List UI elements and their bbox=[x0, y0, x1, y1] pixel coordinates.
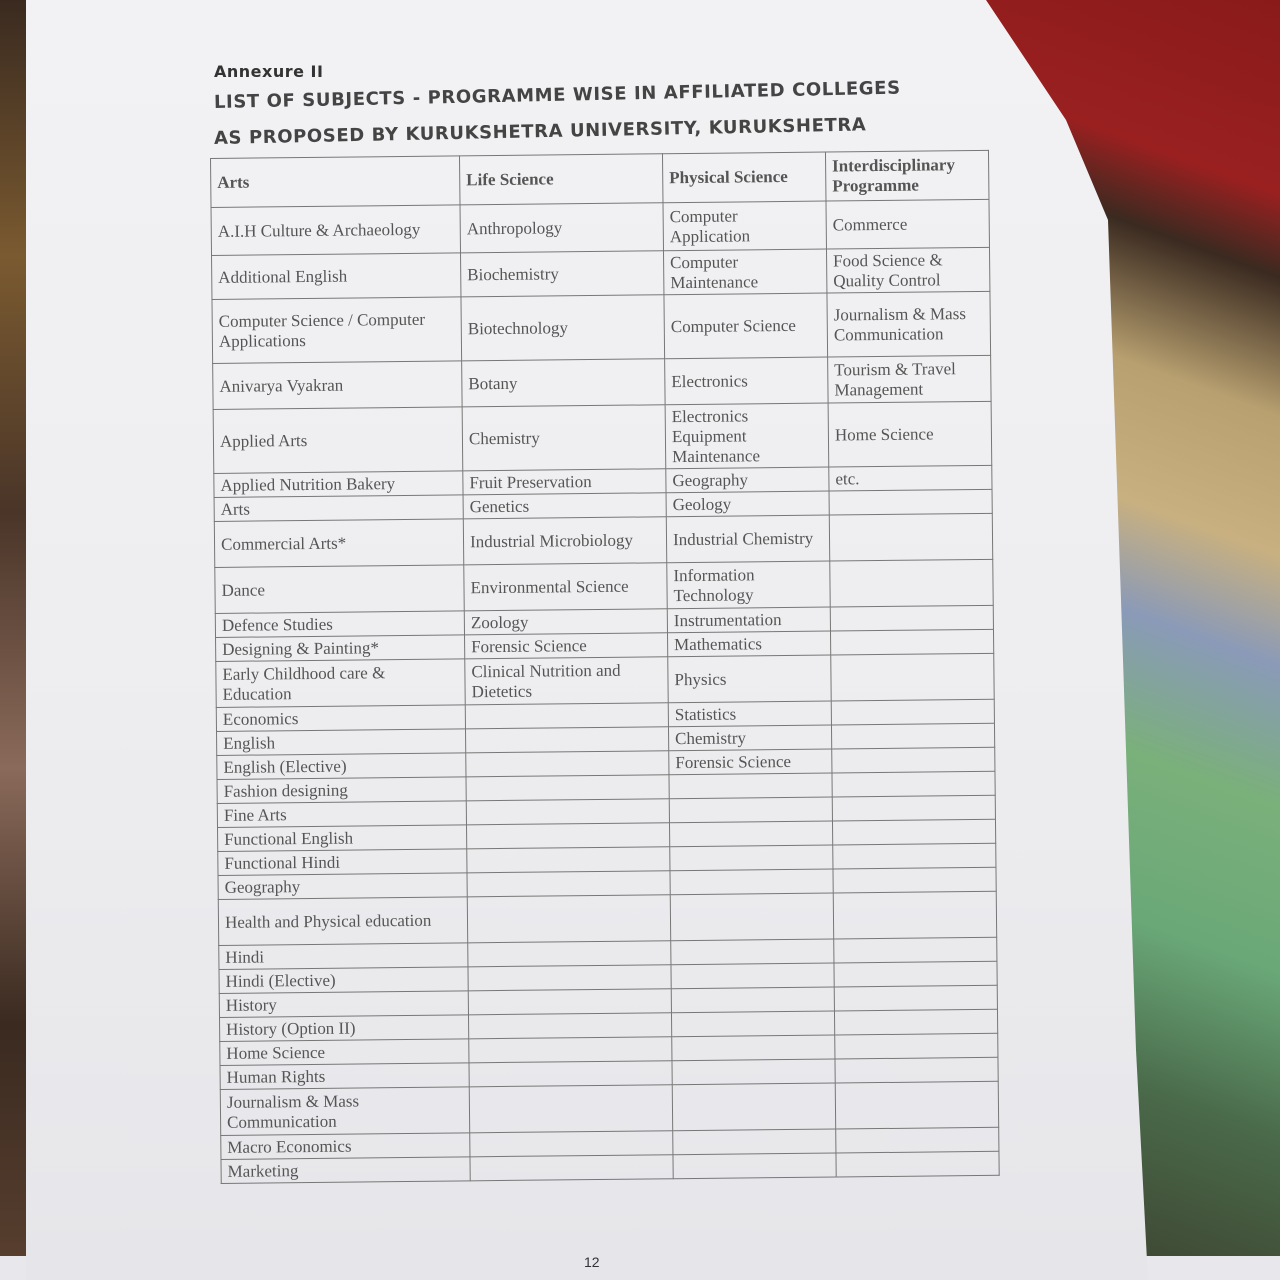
cell-life-science bbox=[469, 1085, 672, 1133]
cell-text: Arts bbox=[220, 499, 251, 519]
cell-text: Forensic Science bbox=[471, 635, 587, 656]
cell-physical-science bbox=[669, 749, 832, 775]
cell-physical-science bbox=[666, 491, 829, 517]
cell-life-science bbox=[467, 871, 670, 897]
cell-text: English (Elective) bbox=[223, 756, 347, 777]
cell-arts bbox=[220, 1063, 469, 1090]
cell-life-science bbox=[468, 989, 671, 1015]
cell-text: Applied Arts bbox=[219, 430, 308, 451]
cell-physical-science bbox=[667, 561, 830, 609]
cell-arts bbox=[213, 361, 462, 410]
page-number: 12 bbox=[584, 1254, 600, 1270]
cell-text: Chemistry bbox=[468, 428, 540, 448]
cell-physical-science bbox=[670, 845, 833, 871]
cell-interdisciplinary bbox=[836, 1151, 999, 1177]
cell-life-science bbox=[470, 1131, 673, 1157]
cell-interdisciplinary bbox=[835, 1033, 998, 1059]
cell-text: Instrumentation bbox=[673, 609, 782, 630]
cell-interdisciplinary bbox=[828, 355, 991, 403]
cell-interdisciplinary bbox=[827, 291, 991, 357]
cell-text: Health and Physical education bbox=[224, 910, 432, 932]
cell-physical-science bbox=[666, 515, 829, 563]
cell-arts bbox=[216, 659, 465, 708]
cell-interdisciplinary bbox=[831, 653, 994, 701]
cell-arts bbox=[219, 943, 468, 970]
cell-interdisciplinary bbox=[833, 891, 996, 939]
cell-text: History bbox=[225, 994, 277, 1015]
cell-interdisciplinary bbox=[833, 867, 996, 893]
cell-interdisciplinary bbox=[830, 559, 993, 607]
cell-text: Human Rights bbox=[226, 1066, 326, 1087]
cell-text: History (Option II) bbox=[226, 1018, 356, 1039]
cell-interdisciplinary bbox=[833, 843, 996, 869]
cell-physical-science bbox=[669, 773, 832, 799]
cell-life-science bbox=[465, 633, 668, 659]
cell-arts bbox=[218, 873, 467, 900]
cell-interdisciplinary bbox=[832, 771, 995, 797]
cell-text: Industrial Microbiology bbox=[469, 530, 634, 551]
cell-arts bbox=[217, 753, 466, 780]
cell-arts bbox=[214, 471, 463, 498]
cell-interdisciplinary bbox=[829, 489, 992, 515]
cell-text: Functional English bbox=[224, 828, 354, 849]
cell-physical-science bbox=[672, 1059, 835, 1085]
cell-text: Anthropology bbox=[466, 217, 563, 238]
cell-text: Functional Hindi bbox=[224, 852, 341, 873]
cell-arts bbox=[212, 297, 462, 364]
cell-physical-science bbox=[672, 1035, 835, 1061]
cell-text: English bbox=[223, 732, 276, 753]
cell-arts bbox=[216, 635, 465, 662]
cell-arts bbox=[218, 825, 467, 852]
cell-arts bbox=[217, 777, 466, 804]
cell-text: Computer Maintenance bbox=[670, 251, 759, 292]
cell-physical-science bbox=[668, 725, 831, 751]
cell-text: Additional English bbox=[218, 266, 348, 287]
cell-arts bbox=[220, 1015, 469, 1042]
cell-life-science bbox=[465, 703, 668, 729]
cell-text: Computer Science bbox=[670, 315, 796, 336]
cell-text: Designing & Painting* bbox=[222, 637, 380, 659]
cell-life-science bbox=[461, 251, 664, 297]
cell-text: Economics bbox=[222, 708, 299, 729]
annexure-label: Annexure II bbox=[214, 62, 324, 81]
cell-text: Applied Nutrition Bakery bbox=[220, 473, 396, 495]
table-row bbox=[213, 401, 992, 473]
cell-arts bbox=[212, 253, 461, 300]
cell-text: Information Technology bbox=[673, 564, 755, 605]
cell-text: Chemistry bbox=[675, 727, 747, 748]
title-line-1: LIST OF SUBJECTS - PROGRAMME WISE IN AFFILIATED COLLEGES bbox=[213, 77, 901, 113]
cell-physical-science bbox=[665, 357, 828, 405]
cell-physical-science bbox=[663, 201, 826, 251]
cell-arts bbox=[220, 1039, 469, 1066]
cell-text: Fruit Preservation bbox=[469, 471, 592, 492]
table-row bbox=[213, 355, 991, 409]
header-physical-science: Physical Science bbox=[662, 152, 826, 203]
cell-physical-science bbox=[669, 821, 832, 847]
cell-interdisciplinary bbox=[829, 465, 992, 491]
cell-physical-science bbox=[672, 1083, 835, 1131]
cell-text: Macro Economics bbox=[227, 1136, 352, 1157]
cell-physical-science bbox=[667, 607, 830, 633]
cell-life-science bbox=[467, 847, 670, 873]
cell-text: Defence Studies bbox=[221, 614, 333, 635]
cell-text: Hindi bbox=[225, 946, 265, 967]
cell-arts bbox=[221, 1133, 470, 1160]
cell-text: Botany bbox=[468, 373, 518, 393]
cell-interdisciplinary bbox=[830, 605, 993, 631]
cell-text: A.I.H Culture & Archaeology bbox=[217, 219, 421, 241]
cell-life-science bbox=[468, 1013, 671, 1039]
cell-text: Statistics bbox=[674, 704, 737, 724]
cell-physical-science bbox=[663, 249, 826, 295]
cell-interdisciplinary bbox=[834, 937, 997, 963]
cell-interdisciplinary bbox=[831, 699, 994, 725]
cell-interdisciplinary bbox=[831, 723, 994, 749]
cell-text: Zoology bbox=[470, 612, 529, 632]
cell-text: Marketing bbox=[227, 1160, 299, 1181]
cell-text: Electronics Equipment Maintenance bbox=[671, 405, 761, 466]
cell-arts bbox=[215, 565, 464, 614]
cell-text: Journalism & Mass Communication bbox=[226, 1090, 360, 1132]
table-row bbox=[218, 891, 996, 945]
cell-text: Home Science bbox=[834, 423, 934, 444]
cell-text: Geography bbox=[224, 876, 301, 897]
cell-life-science bbox=[470, 1155, 673, 1181]
cell-arts bbox=[218, 849, 467, 876]
cell-physical-science bbox=[666, 467, 829, 493]
cell-arts bbox=[220, 1087, 469, 1136]
cell-physical-science bbox=[673, 1129, 836, 1155]
cell-text: Physics bbox=[674, 669, 727, 689]
cell-life-science bbox=[466, 751, 669, 777]
cell-life-science bbox=[463, 493, 666, 519]
cell-interdisciplinary bbox=[834, 1009, 997, 1035]
cell-arts bbox=[217, 729, 466, 756]
cell-interdisciplinary bbox=[834, 961, 997, 987]
table-row bbox=[216, 653, 994, 707]
cell-text: Fine Arts bbox=[223, 804, 287, 825]
subjects-table bbox=[210, 150, 1000, 1184]
cell-text: Environmental Science bbox=[470, 576, 629, 597]
cell-text: Computer Application bbox=[669, 205, 751, 246]
cell-text: Anivarya Vyakran bbox=[219, 375, 344, 396]
cell-text: Clinical Nutrition and Dietetics bbox=[471, 660, 621, 701]
cell-interdisciplinary bbox=[832, 795, 995, 821]
cell-life-science bbox=[469, 1037, 672, 1063]
cell-life-science bbox=[468, 941, 671, 967]
cell-interdisciplinary bbox=[835, 1057, 998, 1083]
cell-physical-science bbox=[669, 797, 832, 823]
cell-text: Mathematics bbox=[674, 633, 763, 654]
cell-life-science bbox=[466, 775, 669, 801]
cell-text: Fashion designing bbox=[223, 780, 348, 801]
table-row bbox=[215, 559, 993, 613]
cell-life-science bbox=[464, 609, 667, 635]
cell-text: Home Science bbox=[226, 1042, 326, 1063]
subjects-table-wrap bbox=[210, 150, 1000, 1184]
cell-life-science bbox=[464, 563, 667, 611]
header-life-science: Life Science bbox=[459, 154, 663, 205]
cell-interdisciplinary bbox=[834, 985, 997, 1011]
cell-text: Food Science & Quality Control bbox=[833, 249, 943, 290]
header-interdisciplinary: Interdisciplinary Programme bbox=[825, 150, 989, 201]
cell-life-science bbox=[463, 469, 666, 495]
cell-arts bbox=[217, 801, 466, 828]
cell-text: Commercial Arts* bbox=[220, 533, 347, 554]
cell-life-science bbox=[461, 295, 665, 361]
cell-text: Industrial Chemistry bbox=[672, 528, 814, 549]
cell-life-science bbox=[463, 517, 666, 565]
cell-life-science bbox=[466, 799, 669, 825]
header-arts: Arts bbox=[211, 156, 460, 208]
cell-life-science bbox=[469, 1061, 672, 1087]
cell-physical-science bbox=[670, 893, 833, 941]
cell-physical-science bbox=[673, 1153, 836, 1179]
cell-text: Biotechnology bbox=[467, 317, 569, 338]
cell-physical-science bbox=[668, 701, 831, 727]
cell-arts bbox=[213, 407, 463, 474]
cell-interdisciplinary bbox=[836, 1127, 999, 1153]
cell-interdisciplinary bbox=[832, 819, 995, 845]
cell-life-science bbox=[467, 895, 670, 943]
cell-arts bbox=[215, 611, 464, 638]
cell-interdisciplinary bbox=[826, 247, 989, 293]
cell-text: Commerce bbox=[832, 214, 908, 234]
cell-text: Hindi (Elective) bbox=[225, 970, 336, 991]
cell-life-science bbox=[465, 657, 668, 705]
cell-arts bbox=[214, 495, 463, 522]
cell-life-science bbox=[462, 359, 665, 407]
cell-text: Computer Science / Computer Applications bbox=[218, 309, 426, 351]
cell-text: Biochemistry bbox=[467, 263, 559, 284]
cell-text: Dance bbox=[221, 579, 266, 600]
cell-life-science bbox=[468, 965, 671, 991]
cell-interdisciplinary bbox=[832, 747, 995, 773]
cell-life-science bbox=[460, 203, 663, 253]
table-header-row bbox=[211, 150, 989, 207]
cell-arts bbox=[221, 1157, 470, 1184]
cell-text: Geology bbox=[672, 494, 732, 514]
cell-physical-science bbox=[668, 655, 831, 703]
cell-physical-science bbox=[670, 869, 833, 895]
table-row bbox=[212, 291, 991, 363]
cell-physical-science bbox=[671, 939, 834, 965]
cell-arts bbox=[218, 897, 467, 946]
cell-text: Journalism & Mass Communication bbox=[833, 303, 966, 344]
cell-physical-science bbox=[665, 403, 829, 469]
cell-physical-science bbox=[671, 963, 834, 989]
cell-interdisciplinary bbox=[829, 513, 992, 561]
cell-arts bbox=[211, 205, 460, 256]
cell-interdisciplinary bbox=[830, 629, 993, 655]
cell-text: Geography bbox=[672, 469, 749, 490]
cell-physical-science bbox=[664, 293, 828, 359]
table-row bbox=[220, 1081, 998, 1135]
cell-text: Genetics bbox=[469, 496, 530, 516]
cell-interdisciplinary bbox=[826, 199, 989, 249]
table-row bbox=[211, 199, 989, 255]
cell-arts bbox=[214, 519, 463, 568]
cell-text: etc. bbox=[835, 468, 860, 488]
cell-arts bbox=[216, 705, 465, 732]
cell-physical-science bbox=[671, 987, 834, 1013]
cell-life-science bbox=[466, 823, 669, 849]
table-row bbox=[214, 513, 992, 567]
cell-text: Electronics bbox=[671, 370, 748, 391]
cell-interdisciplinary bbox=[828, 401, 992, 467]
cell-physical-science bbox=[671, 1011, 834, 1037]
cell-life-science bbox=[462, 405, 666, 471]
cell-arts bbox=[219, 967, 468, 994]
cell-text: Forensic Science bbox=[675, 751, 792, 772]
cell-text: Tourism & Travel Management bbox=[834, 358, 956, 399]
table-body bbox=[211, 199, 999, 1183]
title-line-2: AS PROPOSED BY KURUKSHETRA UNIVERSITY, KURUKSHETRA bbox=[213, 114, 867, 149]
cell-physical-science bbox=[667, 631, 830, 657]
cell-interdisciplinary bbox=[835, 1081, 998, 1129]
cell-arts bbox=[219, 991, 468, 1018]
cell-text: Early Childhood care & Education bbox=[222, 662, 386, 704]
cell-life-science bbox=[465, 727, 668, 753]
